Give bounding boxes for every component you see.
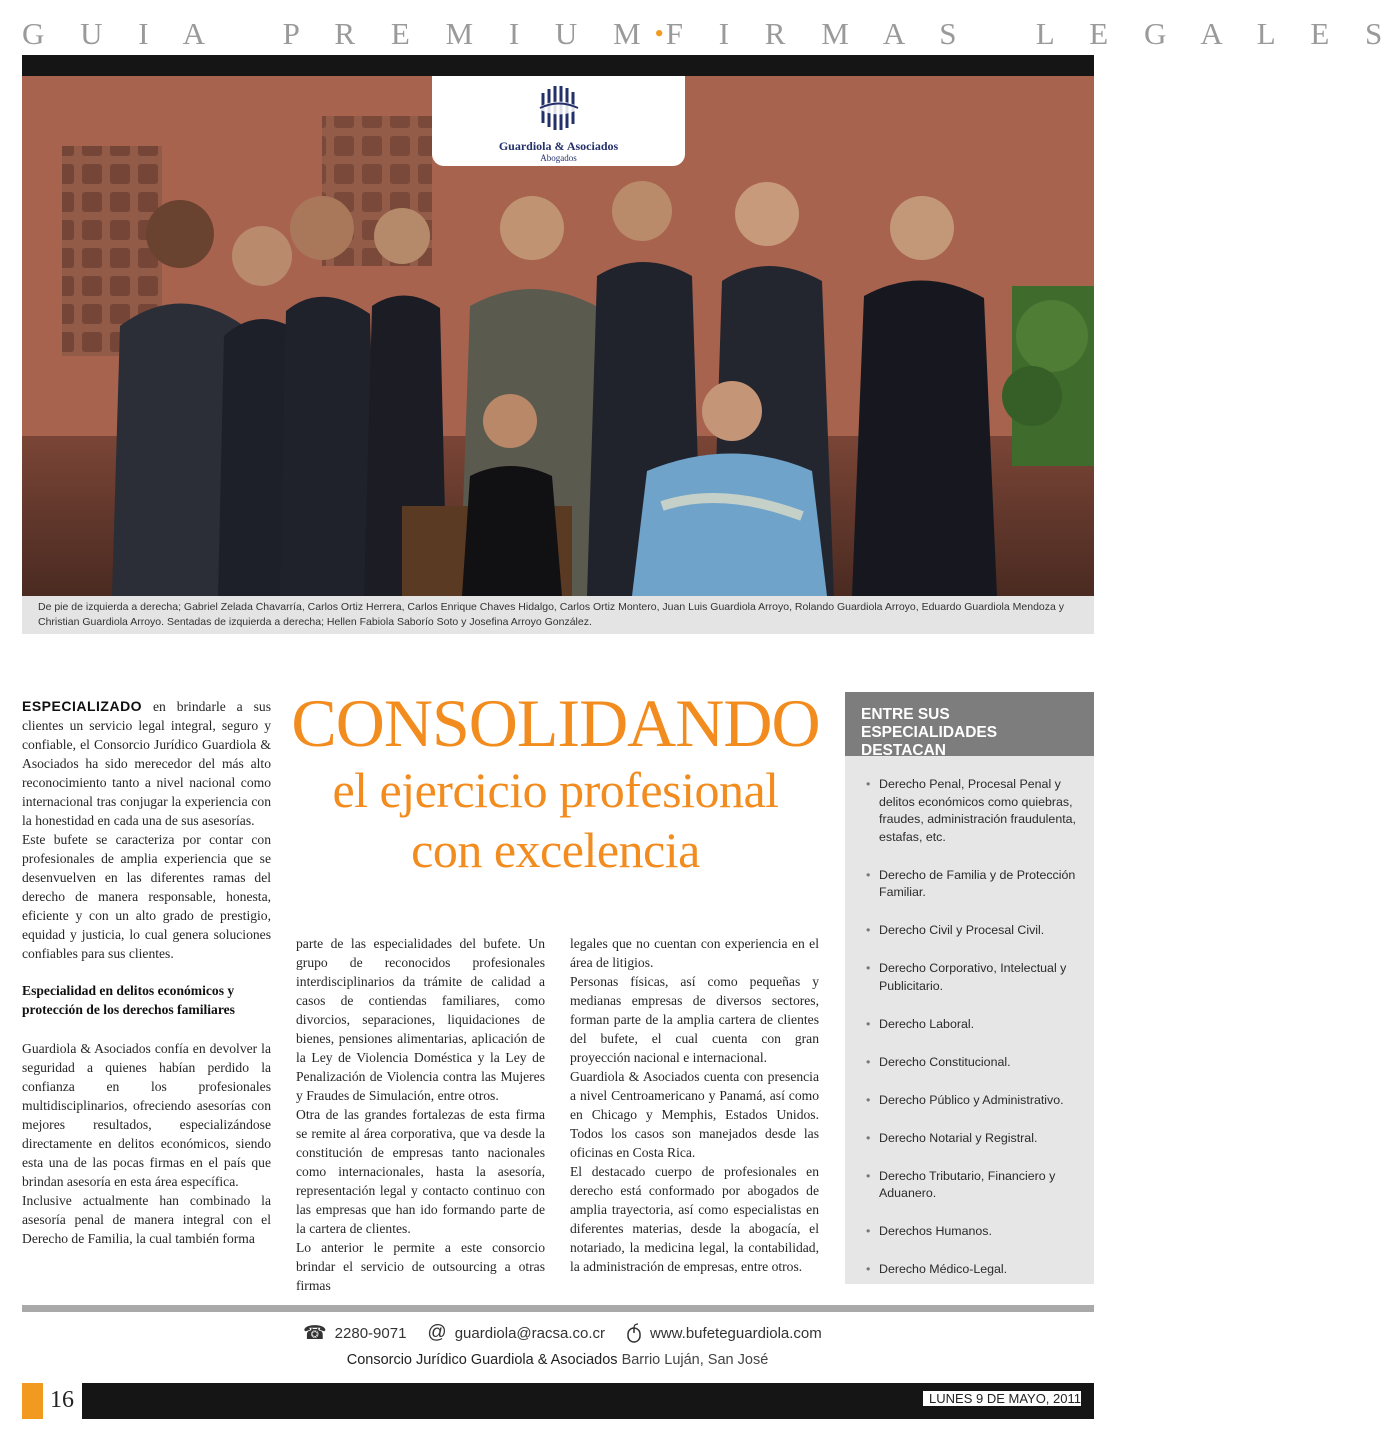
article-paragraph: parte de las especialidades del bufete. Un grupo de reconocidos profesionales interdisciplinarios da trámite de calidad a casos de contiendas familiares, como divorcios, separaciones, liquidaciones de bienes, pensiones alimentarias, aplicación de la Ley de Violencia Doméstica y la Ley de Penalización de Violencia contra las Mujeres y Fraudes de Simulación, entre otros. [296,936,545,1103]
article-subheading: Especialidad en delitos económicos y protección de los derechos familiares [22,983,235,1017]
firm-logo-card [432,76,685,166]
mouse-icon [626,1323,642,1343]
article-paragraph: legales que no cuentan con experiencia en el área de litigios. [570,936,819,970]
section-divider [22,1305,1094,1312]
article-paragraph: Personas físicas, así como pequeñas y medianas empresas de diversos sectores, forman parte de la amplia cartera de clientes del bufete, el cual cuenta con gran proyección nacional e internacional. [570,974,819,1065]
top-bar [22,55,1094,76]
article-paragraph: Guardiola & Asociados cuenta con presencia a nivel Centroamericano y Panamá, así como en Chicago y Memphis, Estados Unidos. Todos los casos son manejados desde las oficinas en Costa Rica. [570,1069,819,1160]
masthead [22,16,1396,52]
phone-number: 2280-9071 [334,1324,407,1342]
specialty-item: • Derecho de Familia y de Protección Familiar. [866,867,1080,902]
specialty-item: • Derecho Civil y Procesal Civil. [866,922,1080,940]
masthead-right: F I R M A S L E G A L E S [665,16,1396,51]
article-paragraph: Lo anterior le permite a este consorcio brindar el servicio de outsourcing a otras firmas [296,1240,545,1293]
specialty-item: • Derecho Corporativo, Intelectual y Publicitario. [866,960,1080,995]
article-column-1 [22,697,271,1248]
at-icon: @ [427,1322,447,1343]
firm-address-line [0,1352,1115,1368]
masthead-bullet: • [654,19,666,48]
specialty-item: • Derecho Penal, Procesal Penal y delitos económicos como quiebras, fraudes, administración fraudulenta, estafas, etc. [866,776,1080,846]
firm-logo-icon [534,83,584,133]
article-paragraph: Otra de las grandes fortalezas de esta firma se remite al área corporativa, que va desde la constitución de empresas tanto nacionales como internacionales, hasta la asesoría, representación legal y contacto continuo con las empresas que han ido formando parte de la cartera de clientes. [296,1107,545,1236]
article-column-2 [296,934,545,1295]
firm-address: Barrio Luján, San José [621,1352,769,1368]
contact-bar [303,1321,843,1345]
logo-name: Guardiola & Asociados [498,139,619,153]
specialty-item: • Derecho Público y Administrativo. [866,1092,1080,1110]
page-number: 16 [50,1387,74,1413]
article-paragraph: Este bufete se caracteriza por contar con profesionales de amplia experiencia que se desenvuelven en las diferentes ramas del derecho de manera responsable, honesta, eficiente y con un alto grado de prestigio, equidad y justicia, lo cual genera soluciones confiables para sus clientes. [22,832,271,961]
photo-caption: De pie de izquierda a derecha; Gabriel Zelada Chavarría, Carlos Ortiz Herrera, Carlos Enrique Chaves Hidalgo, Carlos Ortiz Montero, Juan Luis Guardiola Arroyo, Rolando Guardiola Arroyo, Eduardo Guardiola Mendoza y Christian Guardiola Arroyo. Sentadas de izquierda a derecha; Hellen Fabiola Saborío Soto y Josefina Arroyo González. [22,596,1094,634]
masthead-left: G U I A P R E M I U M [22,16,655,51]
specialty-item: • Derecho Médico-Legal. [866,1261,1080,1279]
sidebar-title: ENTRE SUS ESPECIALIDADES DESTACAN [845,692,1094,756]
email-address[interactable]: guardiola@racsa.co.cr [454,1324,605,1342]
article-paragraph: Guardiola & Asociados confía en devolver la seguridad a quienes habían perdido la confianza en los profesionales multidisciplinarios, ofreciendo asesorías con mejores resultados, especializándose directamente en delitos económicos, siendo esta una de las pocas firmas en el país que brindan asesoría en esta área específica. [22,1041,271,1189]
article-paragraph: Inclusive actualmente han combinado la asesoría penal de manera integral con el Derecho de Familia, la cual también forma [22,1193,271,1246]
specialty-item: • Derecho Tributario, Financiero y Aduanero. [866,1168,1080,1203]
phone-contact [303,1322,406,1345]
phone-icon: ☎ [303,1322,327,1344]
specialty-item: • Derechos Humanos. [866,1223,1080,1241]
headline-line-1: CONSOLIDANDO [291,685,820,761]
firm-name: Consorcio Jurídico Guardiola & Asociados [346,1352,618,1368]
headline-line-3: con excelencia [411,822,700,878]
lead-word: ESPECIALIZADO [22,698,143,714]
article-paragraph: ESPECIALIZADO en brindarle a sus clientes un servicio legal integral, seguro y confiable, el Consorcio Jurídico Guardiola & Asociados ha sido merecedor del más alto reconocimiento tanto a nivel nacional como internacional tras conjugar la experiencia con la honestidad en cada una de sus asesorías. [22,698,271,828]
article-paragraph: El destacado cuerpo de profesionales en derecho está conformado por abogados de amplia trayectoria, así como especialistas en diferentes materias, desde la abogacía, el notariado, la medicina legal, la contabilidad, la administración de empresas, entre otros. [570,1164,819,1274]
website-link[interactable]: www.bufeteguardiola.com [650,1324,822,1342]
email-contact[interactable] [427,1322,605,1344]
web-contact[interactable] [626,1323,822,1343]
article-headline [283,686,828,880]
article-column-3 [570,934,819,1276]
issue-date: LUNES 9 DE MAYO, 2011 [923,1391,1081,1406]
specialties-list [845,756,1094,1279]
specialty-item: • Derecho Constitucional. [866,1054,1080,1072]
specialty-item: • Derecho Laboral. [866,1016,1080,1034]
headline-line-2: el ejercicio profesional [332,762,779,818]
specialty-item: • Derecho Notarial y Registral. [866,1130,1080,1148]
logo-subtitle: Abogados [540,153,577,163]
page-accent-box [22,1383,43,1419]
specialties-sidebar [845,692,1094,1284]
